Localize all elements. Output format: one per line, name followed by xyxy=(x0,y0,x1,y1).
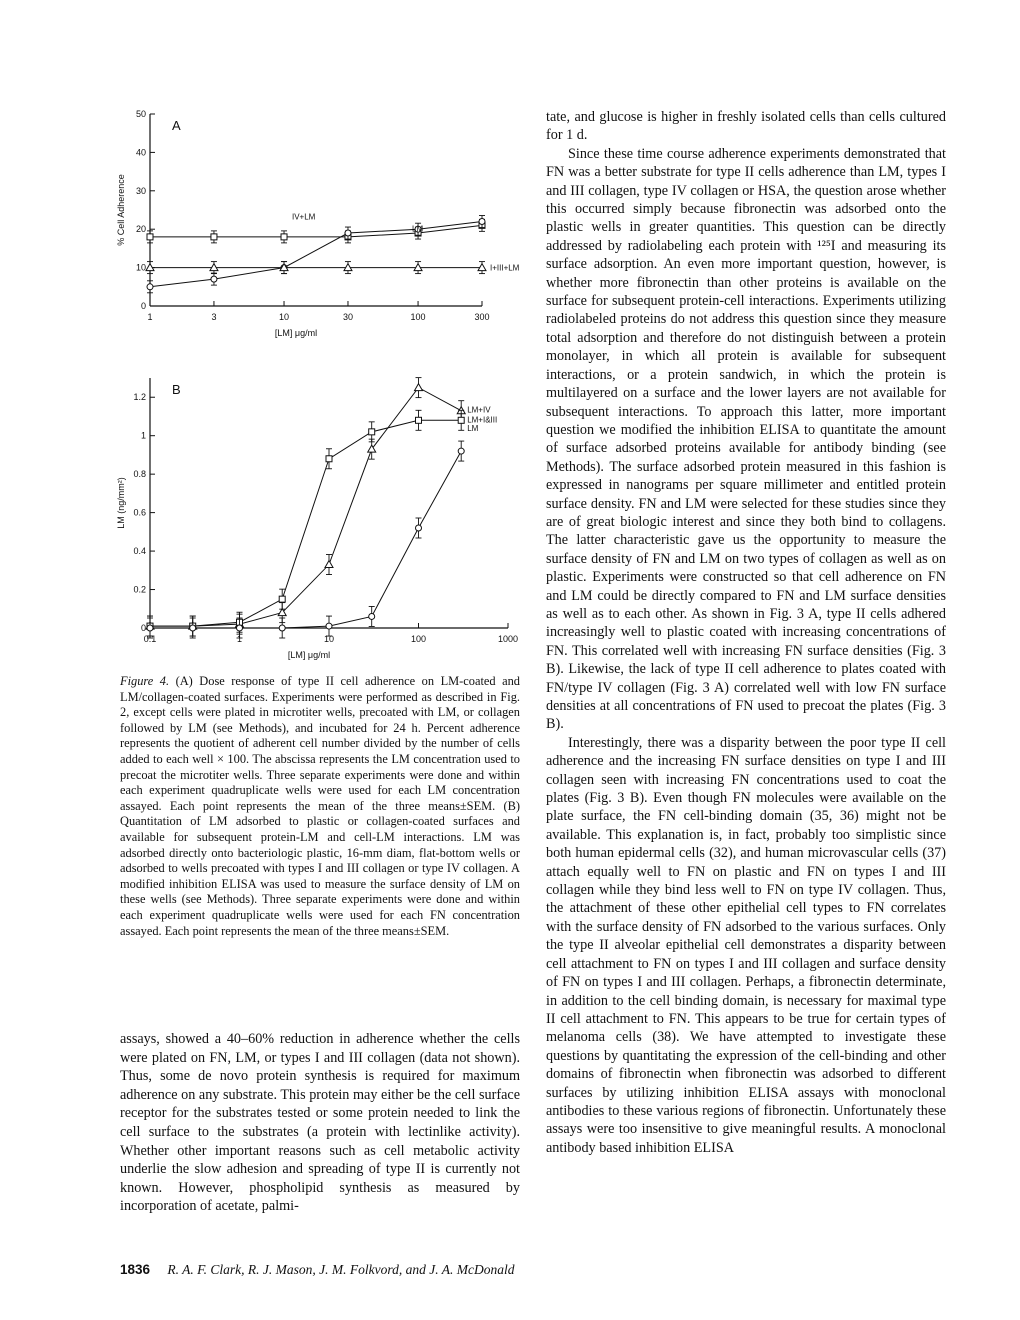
panel-label: A xyxy=(172,118,181,133)
data-point-circle xyxy=(326,623,332,629)
x-tick-label: 1000 xyxy=(497,634,519,644)
data-point-square xyxy=(281,234,287,240)
series-label: I+III+LM xyxy=(490,263,520,273)
y-tick-label: 50 xyxy=(135,109,146,119)
figure-4b xyxy=(110,366,530,666)
right-paragraph-2: Since these time course adherence experiments demonstrated that FN was a better substrate for type II cells adherence than LM, types I and III collagen, type IV collagen or HSA, the question arose whether this occurred simply because fibronectin was adsorbed onto the plastic wells in greater quantities. This question can be directly addressed by radiolabeling each protein with ¹²⁵I and measuring its surface adsorption. An even more important question, however, is whether more fibronectin than other proteins is available on the surface for subsequent protein-cell interactions. Experiments utilizing radiolabeled proteins do not address this question since they measure total adsorption and therefore do not distinguish between a protein monolayer, in which all protein is available for subsequent interactions, or a protein sandwich, in which the protein is multilayered on a surface and the lower layers are not available for subsequent interactions. To approach this latter, more important question we modified the inhibition ELISA to quantitate the amount of surface adsorbed proteins available for antibody binding (see Methods). The surface adsorbed protein measured in this fashion is expressed in nanograms per square millimeter and entitled protein surface density. FN and LM were selected for these studies since they are of great biologic interest and since they both bind to collagens. The latter characteristic gave us the opportunity to measure the surface density of FN and LM on two types of collagen as well as on plastic. Experiments were constructed so that cell adherence on FN and LM could be directly compared to FN and LM surface densities as well as to each other. As shown in Fig. 3 A, type II cells adhered increasingly well to plastic coated with increasing concentrations of FN. This correlated well with increasing FN surface densities (Fig. 3 B). Likewise, the lack of type II cell adherence to plates coated with FN/type IV collagen (Fig. 3 A) correlated well with low FN surface densities at all concentrations of FN used to precoat the plates (Fig. 3 B). xyxy=(546,145,946,733)
x-axis-label: [LM] μg/ml xyxy=(287,650,331,660)
x-tick-label: 300 xyxy=(474,312,490,322)
data-point-square xyxy=(458,417,464,423)
y-axis-label: LM (ng/mm²) xyxy=(116,477,126,529)
y-axis-label: % Cell Adherence xyxy=(116,174,126,246)
x-tick-label: 10 xyxy=(279,312,290,322)
panel-label: B xyxy=(172,382,181,397)
x-tick-label: 10 xyxy=(323,634,335,644)
series-label: IV+LM xyxy=(292,212,316,222)
data-point-circle xyxy=(147,284,153,290)
page-footer xyxy=(120,1262,515,1278)
data-point-circle xyxy=(147,625,153,631)
x-tick-label: 3 xyxy=(211,312,217,322)
data-point-circle xyxy=(479,219,485,225)
y-tick-label: 40 xyxy=(135,147,146,158)
x-tick-label: 1 xyxy=(236,634,243,644)
y-tick-label: 1 xyxy=(140,430,146,441)
data-point-circle xyxy=(237,625,243,631)
page-number: 1836 xyxy=(120,1262,151,1277)
caption-lead: Figure 4. xyxy=(120,674,170,688)
y-tick-label: 0.4 xyxy=(133,546,146,557)
data-point-square xyxy=(416,417,422,423)
data-point-square xyxy=(326,456,332,462)
series-line xyxy=(150,388,461,626)
right-paragraph-1: tate, and glucose is higher in freshly isolated cells than cells cultured for 1 d. xyxy=(546,109,946,144)
series-label: LM xyxy=(467,424,479,434)
series-label: LM xyxy=(412,224,424,234)
series-label: LM+IV xyxy=(467,405,491,415)
data-point-circle xyxy=(458,448,464,454)
footer-authors: R. A. F. Clark, R. J. Mason, J. M. Folkvord, and J. A. McDonald xyxy=(167,1262,515,1277)
data-point-circle xyxy=(190,625,196,631)
data-point-circle xyxy=(211,276,217,282)
x-tick-label: 100 xyxy=(410,312,426,322)
data-point-triangle xyxy=(415,384,423,391)
y-tick-label: 0.6 xyxy=(133,507,146,518)
data-point-square xyxy=(147,234,153,240)
data-point-square xyxy=(211,234,217,240)
x-tick-label: 1 xyxy=(147,312,153,322)
data-point-circle xyxy=(369,613,375,619)
y-tick-label: 20 xyxy=(135,224,146,235)
y-tick-label: 0 xyxy=(140,623,146,633)
y-tick-label: 10 xyxy=(135,262,146,273)
y-tick-label: 0 xyxy=(140,301,146,311)
right-paragraph-3: Interestingly, there was a disparity between the poor type II cell adherence and the increasing FN surface densities on type I and III collagen seen with increasing FN concentrations used to coat the plates (Fig. 3 B). Even though FN molecules were available on the plate surface, the FN cell-binding domain (35, 36) might not be available. This explanation is, in fact, probably too simplistic since both human epidermal cells (32), and human microvascular cells (37) attach equally well to FN on plastic and FN on types I and III collagen while they bind less well to FN on type IV collagen. Thus, the attachment of these other epithelial cell types to FN correlates with the surface density of FN adsorbed to the various surfaces. Only the type II alveolar epithelial cell demonstrates a disparity between cell attachment to FN on types I and III collagen and surface density of FN on types I and III collagen. Perhaps, a fibronectin determinate, in addition to the cell binding domain, is necessary for maximal type II cell attachment to FN. This appears to be true for certain types of melanoma cells (38). We have attempted to investigate these questions by quantitating the expression of the cell-binding and other domains of fibronectin when fibronectin was adsorbed to different surfaces by utilizing inhibition ELISA assays with monoclonal antibodies to these various regions of fibronectin. Unfortunately these assays were too insensitive to give meaningful results. A monoclonal antibody based inhibition ELISA xyxy=(546,734,946,1156)
data-point-circle xyxy=(345,230,351,236)
x-tick-label: 100 xyxy=(410,634,427,644)
series-label: LM+I&III xyxy=(467,415,498,425)
data-point-circle xyxy=(279,625,285,631)
data-point-circle xyxy=(416,525,422,531)
x-tick-label: 30 xyxy=(342,312,353,322)
left-column-text xyxy=(120,1030,520,1216)
figure-4a-plot xyxy=(110,104,530,354)
x-tick-label: 0.1 xyxy=(143,634,157,644)
y-tick-label: 30 xyxy=(135,185,146,196)
figure-4b-plot xyxy=(110,366,530,666)
data-point-square xyxy=(369,429,375,435)
data-point-triangle xyxy=(325,561,333,568)
figure-4a xyxy=(110,104,530,354)
caption-text: (A) Dose response of type II cell adherence on LM-coated and LM/collagen-coated surfaces. Experiments were performed as described in Fig. 2, except cells were plated in microtiter wells, precoated with LM, or collagen followed by LM (see Methods), and incubated for 24 h. Percent adherence represents the quotient of adherent cell number divided by the number of cells added to each well × 100. The abscissa represents the LM concentration used to precoat the microtiter wells. Three separate experiments were done and within each experiment quadruplicate wells were used for each LM concentration assayed. Each point represents the mean of the three means±SEM. (B) Quantitation of LM adsorbed to plastic or collagen-coated surfaces and available for subsequent protein-LM and cell-LM interactions. LM was adsorbed directly onto bacteriologic plastic, 16-mm diam, flat-bottom wells or adsorbed to wells precoated with types I and III collagen or type IV collagen. A modified inhibition ELISA was used to measure the surface density of LM on these wells (see Methods). Three separate experiments were done and within each experiment quadruplicate wells were used for each FN concentration assayed. Each point represents the mean of the three means±SEM. xyxy=(120,674,521,938)
series-line xyxy=(150,420,461,626)
data-point-square xyxy=(279,596,285,602)
right-column-text xyxy=(546,108,946,1157)
series-line xyxy=(150,451,461,628)
left-paragraph: assays, showed a 40–60% reduction in adherence whether the cells were plated on FN, LM, or types I and III collagen (data not shown). Thus, some de novo protein synthesis is required for maximum adherence on any substrate. This protein may either be the cell surface receptor for the substrates tested or some protein needed to link the cell surface to the substrates (a protein with lectinlike activity). Whether other important reasons such as cell metabolic activity underlie the slow adhesion and spreading of type II is currently not known. However, phospholipid synthesis as measured by incorporation of acetate, palmi- xyxy=(120,1031,520,1215)
y-tick-label: 1.2 xyxy=(133,392,146,403)
x-axis-label: [LM] μg/ml xyxy=(274,328,318,338)
y-tick-label: 0.2 xyxy=(133,584,146,595)
y-tick-label: 0.8 xyxy=(133,469,146,480)
figure-caption xyxy=(120,674,520,939)
